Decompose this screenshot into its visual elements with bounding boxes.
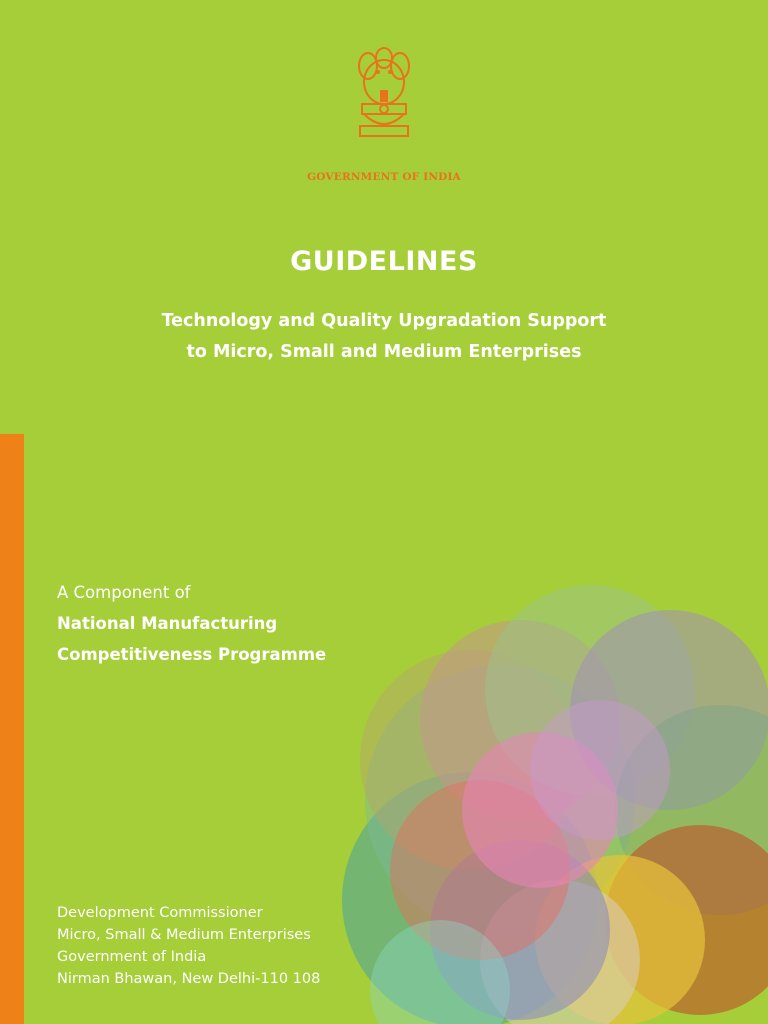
subtitle	[0, 306, 768, 368]
accent-bar	[0, 434, 24, 1024]
address-line: Micro, Small & Medium Enterprises	[57, 927, 311, 943]
subtitle-line: to Micro, Small and Medium Enterprises	[186, 342, 582, 362]
address-line: Nirman Bhawan, New Delhi-110 108	[57, 971, 321, 987]
page-title: GUIDELINES	[290, 246, 478, 277]
government-label: GOVERNMENT OF INDIA	[307, 171, 461, 183]
programme-name-line: Competitiveness Programme	[57, 645, 327, 664]
address-line: Development Commissioner	[57, 905, 263, 921]
national-emblem-icon	[350, 42, 418, 166]
address-line: Government of India	[57, 949, 207, 965]
subtitle-line: Technology and Quality Upgradation Support	[161, 311, 607, 331]
component-intro: A Component of	[57, 583, 191, 602]
publisher-address	[57, 902, 320, 990]
programme-name-line: National Manufacturing	[57, 614, 278, 633]
artwork-circle	[530, 700, 670, 840]
programme-block	[57, 577, 326, 670]
